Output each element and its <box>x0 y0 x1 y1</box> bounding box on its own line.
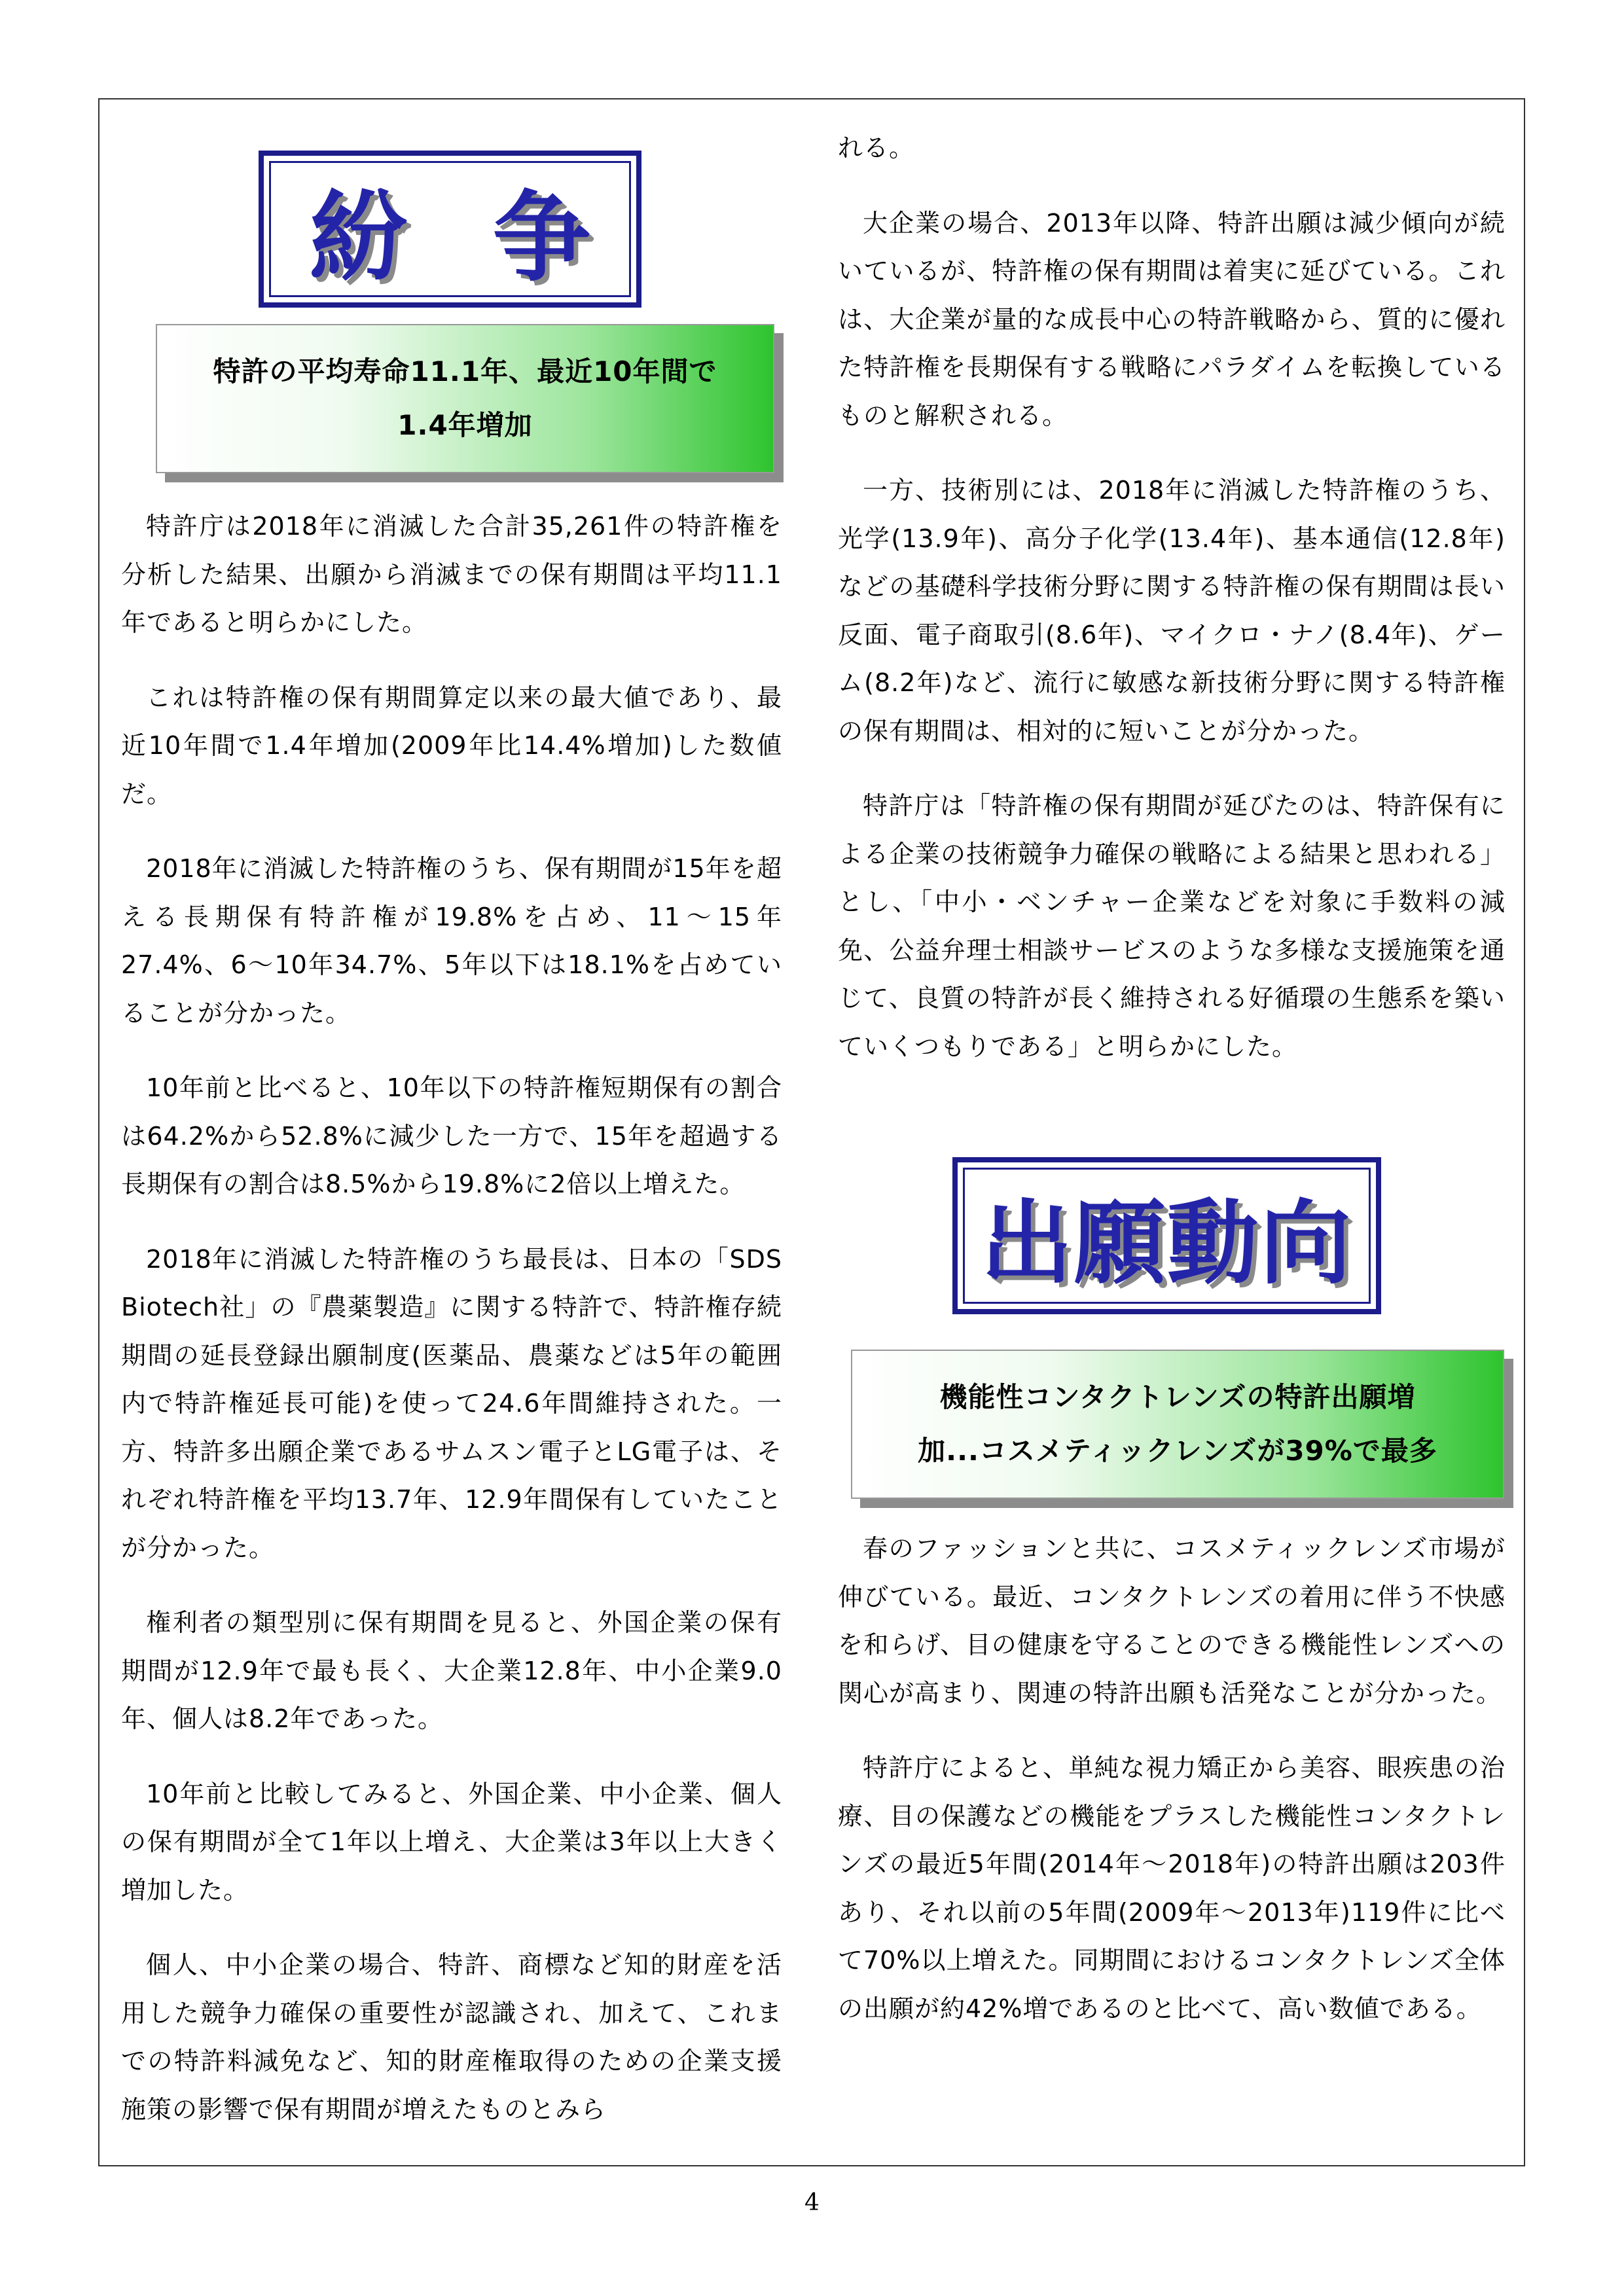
right-column-section2 <box>838 1525 1506 2033</box>
paragraph: 権利者の類型別に保有期間を見ると、外国企業の保有期間が12.9年で最も長く、大企業12.8年、中小企業9.0年、個人は8.2年であった。 <box>121 1608 782 1733</box>
right-column <box>838 124 1506 1071</box>
section-title-filing-trends: 出願動向 <box>981 1190 1353 1297</box>
paragraph: 大企業の場合、2013年以降、特許出願は減少傾向が続いているが、特許権の保有期間は着実に延びている。これは、大企業が量的な成長中心の特許戦略から、質的に優れた特許権を長期保有する戦略にパラダイムを転換しているものと解釈される。 <box>838 208 1506 430</box>
subheading-line-1: 機能性コンタクトレンズの特許出願増 <box>939 1381 1416 1413</box>
subheading-patent-lifespan <box>156 324 774 473</box>
subheading-contact-lens <box>851 1350 1504 1499</box>
paragraph: 春のファッションと共に、コスメティックレンズ市場が伸びている。最近、コンタクトレンズの着用に伴う不快感を和らげ、目の健康を守ることのできる機能性レンズへの関心が高まり、関連の特許出願も活発なことが分かった。 <box>838 1534 1506 1708</box>
paragraph: 2018年に消滅した特許権のうち、保有期間が15年を超える長期保有特許権が19.8%を占め、11～15年27.4%、6～10年34.7%、5年以下は18.1%を占めていることが分かった。 <box>121 854 782 1028</box>
section-title-box-filing-trends <box>952 1157 1381 1314</box>
subheading-text <box>213 345 717 452</box>
section-title-dispute <box>264 156 636 302</box>
title-char-1: 紛 <box>309 181 408 295</box>
paragraph: 10年前と比較してみると、外国企業、中小企業、個人の保有期間が全て1年以上増え、大企業は3年以上大きく増加した。 <box>121 1779 782 1905</box>
paragraph: 特許庁は「特許権の保有期間が延びたのは、特許保有による企業の技術競争力確保の戦略による結果と思われる」とし、「中小・ベンチャー企業などを対象に手数料の減免、公益弁理士相談サービスのような多様な支援施策を通じて、良質の特許が長く維持される好循環の生態系を築いていくつもりである」と明らかにした。 <box>838 791 1506 1061</box>
paragraph: 個人、中小企業の場合、特許、商標など知的財産を活用した競争力確保の重要性が認識され、加えて、これまでの特許料減免など、知的財産権取得のための企業支援施策の影響で保有期間が増えたものとみら <box>121 1950 782 2124</box>
subheading-line-1: 特許の平均寿命11.1年、最近10年間で <box>213 355 717 387</box>
title-char-2: 争 <box>492 181 591 295</box>
paragraph: 一方、技術別には、2018年に消滅した特許権のうち、光学(13.9年)、高分子化学(13.4年)、基本通信(12.8年)などの基礎科学技術分野に関する特許権の保有期間は長い反面、電子商取引(8.6年)、マイクロ・ナノ(8.4年)、ゲーム(8.2年)など、流行に敏感な新技術分野に関する特許権の保有期間は、相対的に短いことが分かった。 <box>838 476 1506 745</box>
paragraph: 10年前と比べると、10年以下の特許権短期保有の割合は64.2%から52.8%に減少した一方で、15年を超過する長期保有の割合は8.5%から19.8%に2倍以上増えた。 <box>121 1073 782 1198</box>
section-title-box-dispute <box>259 151 641 308</box>
paragraph: 特許庁は2018年に消滅した合計35,261件の特許権を分析した結果、出願から消滅までの保有期間は平均11.1年であると明らかにした。 <box>121 512 782 637</box>
paragraph: 特許庁によると、単純な視力矯正から美容、眼疾患の治療、目の保護などの機能をプラスした機能性コンタクトレンズの最近5年間(2014年～2018年)の特許出願は203件あり、それ以前の5年間(2009年～2013年)119件に比べて70%以上増えた。同期間におけるコンタクトレンズ全体の出願が約42%増であるのと比べて、高い数値である。 <box>838 1753 1506 2023</box>
paragraph: 2018年に消滅した特許権のうち最長は、日本の「SDS Biotech社」の『農薬製造』に関する特許で、特許権存続期間の延長登録出願制度(医薬品、農薬などは5年の範囲内で特許権延長可能)を使って24.6年間維持された。一方、特許多出願企業であるサムスン電子とLG電子は、それぞれ特許権を平均13.7年、12.9年間保有していたことが分かった。 <box>121 1244 782 1562</box>
paragraph: これは特許権の保有期間算定以来の最大値であり、最近10年間で1.4年増加(2009年比14.4%増加)した数値だ。 <box>121 683 782 808</box>
subheading-text <box>918 1371 1437 1478</box>
paragraph-continuation: れる。 <box>838 134 915 162</box>
left-column <box>121 503 782 2134</box>
subheading-line-2: 1.4年増加 <box>397 409 533 441</box>
subheading-line-2: 加...コスメティックレンズが39%で最多 <box>918 1435 1437 1467</box>
page-number: 4 <box>804 2189 820 2216</box>
